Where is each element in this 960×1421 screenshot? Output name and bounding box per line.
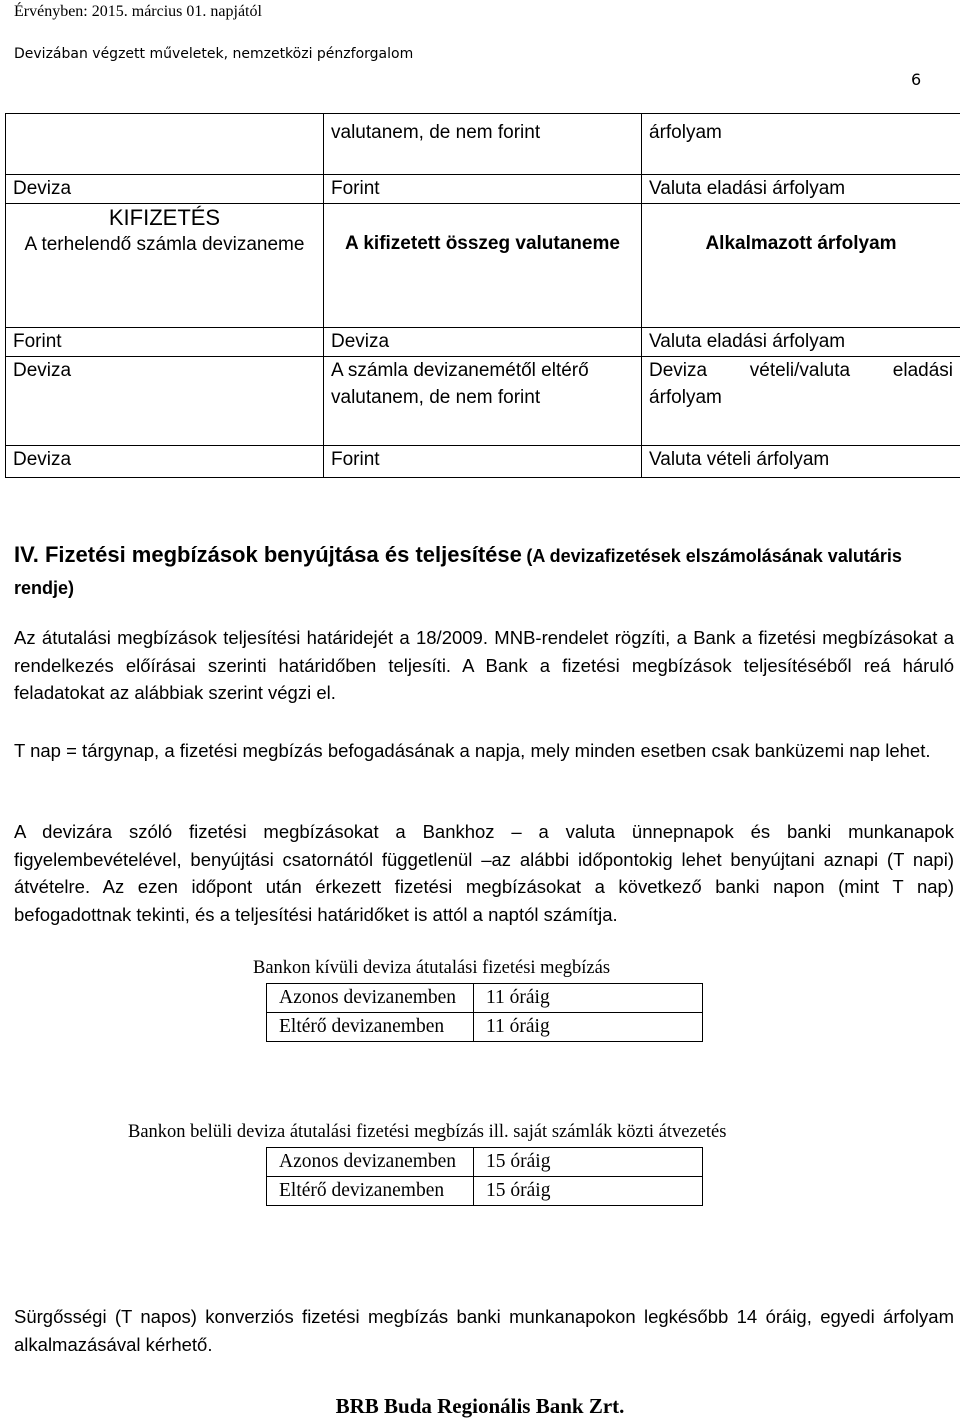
external-transfer-caption: Bankon kívüli deviza átutalási fizetési megbízás	[253, 958, 611, 978]
section-title-suffix: (A devizafizetések elszámolásának valutáris rendje)	[14, 546, 902, 598]
internal-transfer-table	[266, 1147, 703, 1206]
table-cell: Eltérő devizanemben	[267, 1177, 474, 1206]
table-cell: Forint	[324, 175, 642, 204]
paragraph: Sürgősségi (T napos) konverziós fizetési megbízás banki munkanapokon legkésőbb 14 óráig, egyedi árfolyam alkalmazásával kérhető.	[14, 1306, 954, 1355]
table-cell: Eltérő devizanemben	[267, 1013, 474, 1042]
footer-bank-name: BRB Buda Regionális Bank Zrt.	[335, 1394, 625, 1418]
table-row	[267, 1013, 703, 1042]
table-row	[267, 984, 703, 1013]
kifizetes-title: KIFIZETÉS	[108, 205, 221, 230]
paragraph: A devizára szóló fizetési megbízásokat a Bankhoz – a valuta ünnepnapok és banki munkanapok figyelembevételével, benyújtási csatornától függetlenül –az alábbi időpontokig lehet benyújtani aznapi (T napi) átvételre. Az ezen időpont után érkezett fizetési megbízásokat a következő banki napon (mint T nap) befogadottnak tekinti, és a teljesítési határidőket is attól a naptól számítja.	[14, 821, 954, 925]
section-title-main: IV. Fizetési megbízások benyújtása és teljesítése	[14, 542, 522, 567]
applied-rate-header: Alkalmazott árfolyam	[642, 204, 960, 328]
table-cell: Valuta vételi árfolyam	[642, 446, 960, 478]
table-row	[267, 1177, 703, 1206]
table-cell: 11 óráig	[474, 1013, 703, 1042]
table-cell: Deviza	[324, 328, 642, 357]
table-cell: 11 óráig	[474, 984, 703, 1013]
kifizetes-header-cell	[6, 204, 324, 328]
document-subtitle: Devizában végzett műveletek, nemzetközi pénzforgalom	[14, 46, 414, 62]
table-cell: 15 óráig	[474, 1177, 703, 1206]
table-cell: 15 óráig	[474, 1148, 703, 1177]
table-cell: valutanem, de nem forint	[324, 114, 642, 175]
table-cell: Deviza	[6, 446, 324, 478]
validity-header: Érvényben: 2015. március 01. napjától	[14, 3, 262, 20]
table-row	[267, 1148, 703, 1177]
table-cell: A számla devizanemétől eltérő valutanem, de nem forint	[324, 357, 642, 446]
external-transfer-table	[266, 983, 703, 1042]
table-cell: Valuta eladási árfolyam	[642, 175, 960, 204]
kifizetes-header-row	[6, 204, 960, 328]
table-cell: Deviza	[6, 175, 324, 204]
table-cell: Deviza	[6, 357, 324, 446]
paragraph: T nap = tárgynap, a fizetési megbízás befogadásának a napja, mely minden esetben csak banküzemi nap lehet.	[14, 740, 931, 761]
table-cell	[6, 114, 324, 175]
table-row	[6, 114, 960, 175]
table-cell: árfolyam	[642, 114, 960, 175]
table-cell: Forint	[6, 328, 324, 357]
table-cell: Deviza vételi/valuta eladási árfolyam	[642, 357, 960, 446]
table-row	[6, 446, 960, 478]
paid-amount-currency-header: A kifizetett összeg valutaneme	[324, 204, 642, 328]
internal-transfer-caption: Bankon belüli deviza átutalási fizetési megbízás ill. saját számlák közti átvezetés	[128, 1122, 727, 1142]
table-cell: Azonos devizanemben	[267, 1148, 474, 1177]
table-row	[6, 175, 960, 204]
table-row	[6, 357, 960, 446]
paragraph: Az átutalási megbízások teljesítési határidejét a 18/2009. MNB-rendelet rögzíti, a Bank a fizetési megbízásokat a rendelkezés előírásai szerinti határidőben teljesíti. A Bank a fizetési megbízások teljesítéséből reá háruló feladatokat az alábbiak szerint végzi el.	[14, 627, 954, 703]
table-row	[6, 328, 960, 357]
page-number: 6	[911, 70, 922, 89]
exchange-rate-table	[5, 113, 960, 478]
charged-account-currency-header: A terhelendő számla devizaneme	[24, 234, 305, 255]
section-title	[14, 540, 954, 605]
table-cell: Azonos devizanemben	[267, 984, 474, 1013]
table-cell: Valuta eladási árfolyam	[642, 328, 960, 357]
table-cell: Forint	[324, 446, 642, 478]
